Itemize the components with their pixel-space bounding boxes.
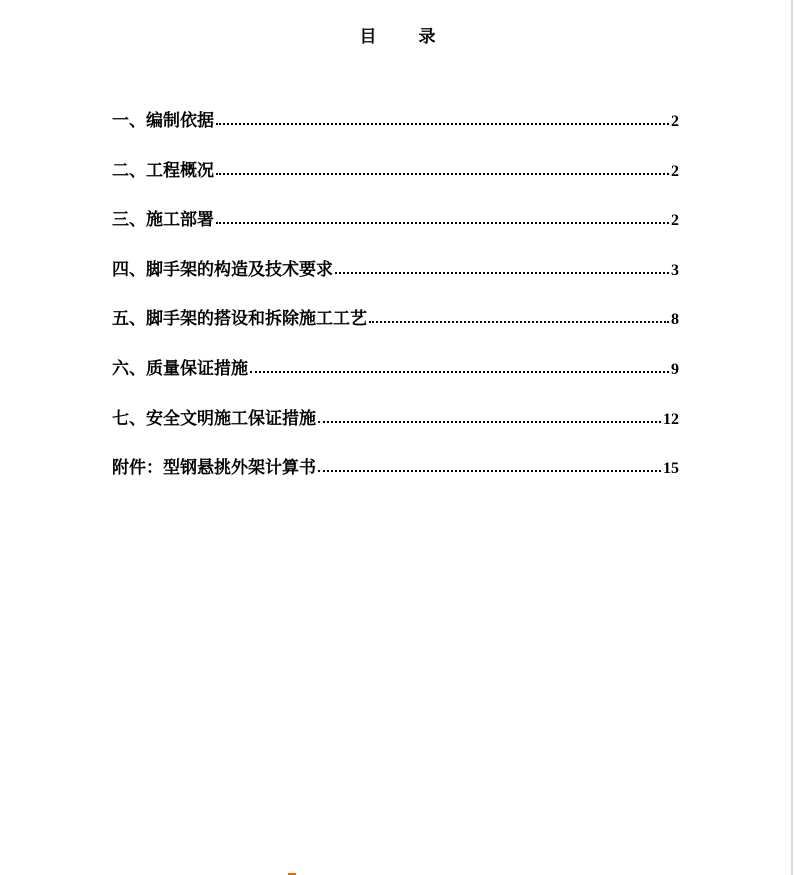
toc-dot-leader <box>216 159 669 176</box>
toc-dot-leader <box>216 109 669 126</box>
toc-dot-leader <box>318 407 661 424</box>
toc-title: 目 录 <box>359 27 454 47</box>
toc-entry-page: 2 <box>671 113 679 130</box>
toc-entry-label: 六、质量保证措施 <box>112 358 248 379</box>
page-edge-divider <box>791 0 793 875</box>
toc-entry-label: 四、脚手架的构造及技术要求 <box>112 259 333 280</box>
toc-entry-page: 3 <box>671 261 679 279</box>
toc-entry-8[interactable] <box>112 453 679 503</box>
toc-entry-label: 附件：型钢悬挑外架计算书 <box>112 458 316 479</box>
toc-entry-2[interactable] <box>112 156 679 206</box>
toc-entry-page: 2 <box>671 212 679 230</box>
toc-entry-page: 8 <box>671 311 679 329</box>
toc-entry-1[interactable] <box>112 106 679 156</box>
table-of-contents <box>112 106 679 503</box>
toc-dot-leader <box>335 258 669 275</box>
toc-entry-page: 2 <box>671 162 679 180</box>
toc-entry-5[interactable] <box>112 304 679 354</box>
toc-entry-label: 三、施工部署 <box>112 210 214 231</box>
toc-dot-leader <box>250 357 669 374</box>
toc-entry-page: 9 <box>671 360 679 378</box>
toc-dot-leader <box>318 456 661 473</box>
toc-entry-label: 五、脚手架的搭设和拆除施工工艺 <box>112 309 367 330</box>
toc-entry-7[interactable] <box>112 404 679 454</box>
toc-entry-label: 七、安全文明施工保证措施 <box>112 408 316 429</box>
toc-entry-6[interactable] <box>112 354 679 404</box>
toc-dot-leader <box>216 208 669 225</box>
toc-entry-page: 12 <box>663 410 679 428</box>
toc-entry-3[interactable] <box>112 205 679 255</box>
toc-entry-label: 二、工程概况 <box>112 160 214 181</box>
toc-dot-leader <box>369 307 669 324</box>
toc-entry-4[interactable] <box>112 255 679 305</box>
toc-entry-label: 一、编制依据 <box>112 111 214 131</box>
toc-entry-page: 15 <box>663 460 679 478</box>
